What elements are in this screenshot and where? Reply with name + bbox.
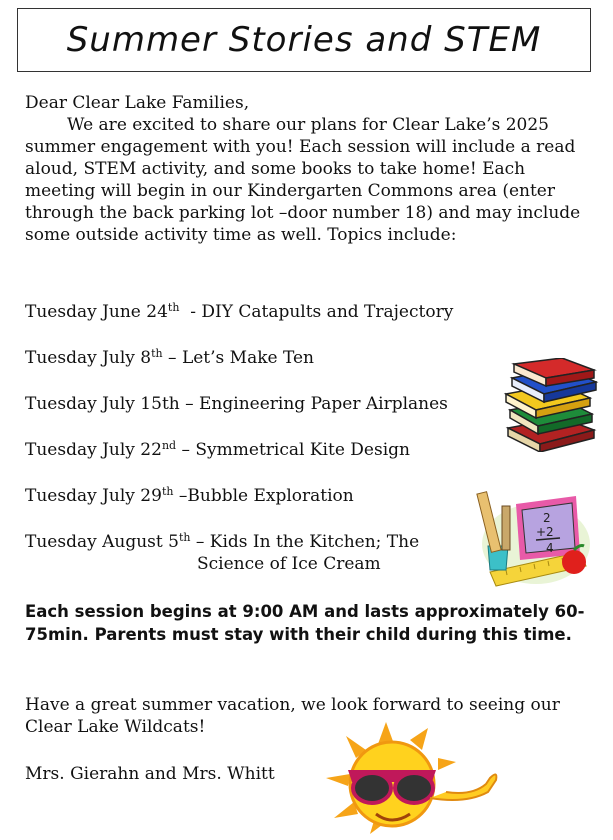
schedule-item: Tuesday June 24th - DIY Catapults and Trajectory [25,301,454,322]
session-note: Each session begins at 9:00 AM and lasts approximately 60-75min. Parents must stay with their child during this time. [25,602,585,644]
greeting: Dear Clear Lake Families, [25,93,250,113]
schedule-item: Tuesday July 15th – Engineering Paper Airplanes [25,394,448,414]
books-icon [502,358,600,452]
closing-message: Have a great summer vacation, we look forward to seeing our Clear Lake Wildcats! [25,695,560,737]
schedule-item: Tuesday July 29th –Bubble Exploration [25,485,354,506]
chalkboard-digit: 2 [543,511,551,525]
school-supplies-icon [476,486,592,596]
schedule-item: Tuesday July 8th – Let’s Make Ten [25,347,314,368]
signature: Mrs. Gierahn and Mrs. Whitt [25,764,275,784]
chalkboard-digit: 4 [546,541,554,555]
page-title: Summer Stories and STEM [66,20,542,60]
intro-paragraph [25,92,585,246]
schedule-item: Tuesday July 22nd – Symmetrical Kite Design [25,439,410,460]
intro-text: We are excited to share our plans for Clear Lake’s 2025 summer engagement with you! Each session will include a read aloud, STEM activity, and some books to take home! Each meeting will begin in our Kindergarten Commons area (enter through the back parking lot –door number 18) and may include some outside activity time as well. Topics include: [25,115,581,245]
title-box [17,8,591,72]
sun-icon [326,722,506,840]
chalkboard-digit: +2 [536,525,554,539]
schedule-item: Tuesday August 5th – Kids In the Kitchen; The Science of Ice Cream [25,531,420,574]
